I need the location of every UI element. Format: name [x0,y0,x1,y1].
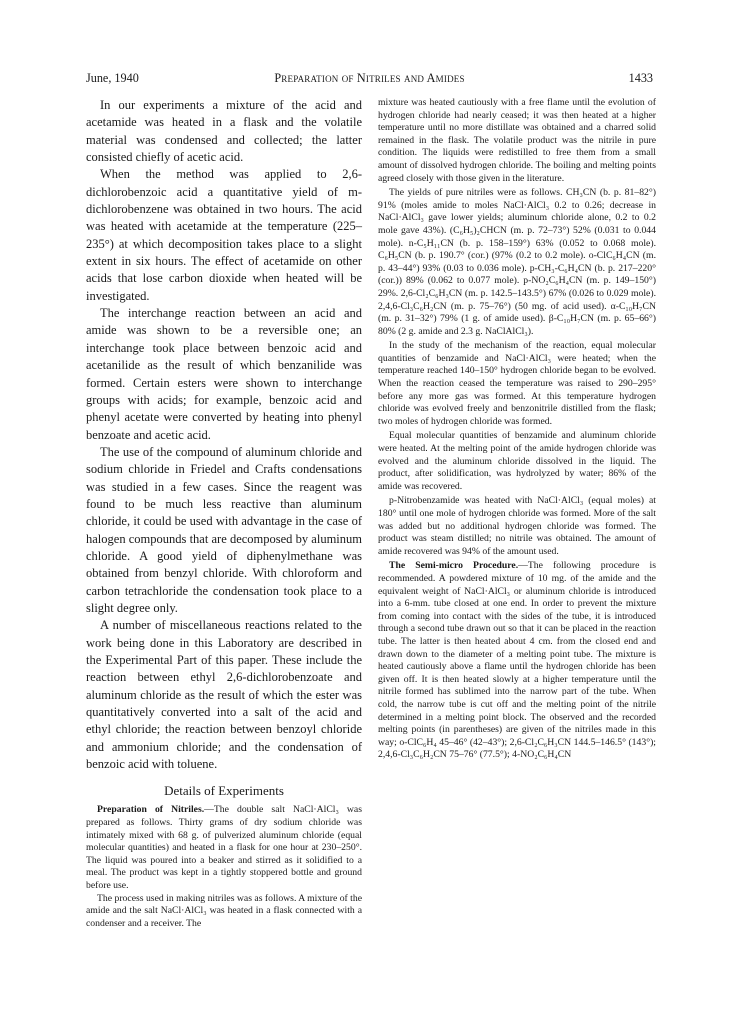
discussion-text [86,97,362,773]
paragraph: In our experiments a mixture of the acid and acetamide was heated in a flask and the volatile material was condensed and collected; the latter consisted chiefly of acetic acid. [86,98,362,165]
right-column [378,97,656,762]
paragraph: The use of the compound of aluminum chloride and sodium chloride in Friedel and Crafts condensations was studied in a few cases. Since the reagent was found to be much less reactive than aluminum chloride, it could be used with advantage in the case of halogen compounds that are decomposed by aluminum chloride. A good yield of diphenylmethane was obtained from benzyl chloride. With chloroform and carbon tetrachloride the condensation took place to a slight degree only. [86,444,362,615]
run-in-heading: Preparation of Nitriles. [97,804,205,816]
paragraph [378,560,656,762]
header-date: June, 1940 [86,71,139,85]
header-title: Preparation of Nitriles and Amides [274,71,465,85]
paragraph: The yields of pure nitriles were as follows. CH₃CN (b. p. 81–82°) 91% (moles amide to moles NaCl·AlCl₃ 0.2 to 0.26; decrease in NaCl·AlCl₃ gave lower yields; aluminum chloride alone, 0.2 to 0.2 mole gave 43%). (C₆H₅)₂CHCN (m. p. 72–73°) 52% (0.031 to 0.044 mole). n-C₅H₁₁CN (b. p. 158–159°) 63% (0.052 to 0.068 mole). C₆H₅CN (b. p. 190.7° (cor.) (97% (0.2 to 0.2 mole). o-ClC₆H₄CN (m. p. 43–44°) 93% (0.03 to 0.036 mole). p-CH₃-C₆H₄CN (b. p. 217–220° (cor.)) 89% (0.062 to 0.077 mole). p-NO₂C₆H₄CN (m. p. 149–150°) 29%. 2,6-Cl₂C₆H₃CN (m. p. 142.5–143.5°) 67% (0.026 to 0.029 mole). 2,4,6-Cl₃C₆H₂CN (m. p. 75–76°) (50 mg. of acid used). α-C₁₀H₇CN (m. p. 31–32°) 79% (1 g. of amide used). β-C₁₀H₇CN (m. p. 65–66°) 80% (2 g. amide and 2.3 g. NaClAlCl₃). [378,187,656,337]
paragraph: When the method was applied to 2,6-dichlorobenzoic acid a quantitative yield of m-dichlorobenzene was obtained in two hours. The acid was heated with acetamide at the temperature (225–235°) at which decomposition takes place to a slight extent in six hours. The effect of acetamide on other acids that lose carbon dioxide when heated will be investigated. [86,167,362,303]
experimental-text [86,804,362,930]
paragraph: p-Nitrobenzamide was heated with NaCl·AlCl₃ (equal moles) at 180° until one mole of hydrogen chloride was formed. More of the salt was added but no additional hydrogen chloride was formed. The product was steam distilled; no nitrile was obtained. The amount of amide recovered was 94% of the amount used. [378,495,656,557]
paragraph: The interchange reaction between an acid and amide was shown to be a reversible one; an interchange took place between benzoic acid and acetanilide as the result of which benzanilide was formed. Certain esters were shown to interchange groups with acids; for example, benzoic acid and phenyl acetate were converted by heating into phenyl benzoate and acetic acid. [86,306,362,442]
paragraph-continued: mixture was heated cautiously with a free flame until the evolution of hydrogen chloride had nearly ceased; it was then heated at a higher temperature until no more distillate was obtained and a charred solid remained in the flask. The volatile product was the nitrile in pure condition. The liquids were redistilled to free them from a small amount of dissolved hydrogen chloride. The boiling and melting points agreed closely with those given in the literature. [378,97,656,184]
paragraph-body: —The following procedure is recommended. A powdered mixture of 10 mg. of the amide and the equivalent weight of NaCl·AlCl₃ or aluminum chloride is introduced into a 6-mm. tube closed at one end. In order to prevent the mixture from coming into contact with the sides of the tube, it is introduced through a second tube drawn out so that it can be placed in the reaction tube. The latter is then heated about 4 cm. from the closed end and drawn down to the diameter of a melting point tube. The mixture is heated cautiously above a flame until the hydrogen chloride has been given off. It is then heated slowly at a higher temperature until the nitrile formed has sublimed into the narrow part of the tube. When cold, the narrow tube is cut off and the melting point of the nitrile determined in a melting point block. The observed and the recorded melting points (in parentheses) are given of the nitriles made in this way; o-ClC₆H₄ 45–46° (42–43°); 2,6-Cl₂C₆H₃CN 144.5–146.5° (143°); 2,4,6-Cl₃C₆H₂CN 75–76° (77.5°); 4-NO₂C₆H₄CN [378,560,657,761]
run-in-heading: The Semi-micro Procedure. [389,560,519,572]
page-number: 1433 [628,71,653,85]
paragraph-body: —The double salt NaCl·AlCl₃ was prepared as follows. Thirty grams of dry sodium chloride was intimately mixed with 68 g. of pulverized aluminum chloride (equal molecular quantities) and heated in a flask for one hour at 230–250°. The liquid was poured into a beaker and stirred as it solidified to a meal. The product was kept in a tightly stoppered bottle and ground before use. [86,804,362,891]
paragraph: A number of miscellaneous reactions related to the work being done in this Laboratory are described in the Experimental Part of this paper. These include the reaction between ethyl 2,6-dichlorobenzoate and aluminum chloride as the result of which the ester was quantitatively converted into a salt of the acid and ethyl chloride; the reaction between benzoyl chloride and ammonium chloride; and the condensation of benzoic acid with toluene. [86,618,362,772]
left-column [86,97,362,930]
paragraph: In the study of the mechanism of the reaction, equal molecular quantities of benzamide and NaCl·AlCl₃ were heated; when the temperature reached 140–150° hydrogen chloride began to be evolved. When the reaction ceased the temperature was raised to 290–295° before any more gas was formed. At this temperature hydrogen chloride was evolved freely and benzonitrile distilled from the flask; two moles of hydrogen chloride was formed. [378,340,656,427]
paragraph: Equal molecular quantities of benzamide and aluminum chloride were heated. At the melting point of the amide hydrogen chloride was evolved and the aluminum chloride dissolved in the liquid. The product, after solidification, was hydrolyzed by water; 86% of the amide was recovered. [378,430,656,492]
section-title: Details of Experiments [164,783,284,799]
paragraph [86,804,362,892]
paragraph: The process used in making nitriles was as follows. A mixture of the amide and the salt NaCl·AlCl₃ was heated in a flask connected with a condenser and a receiver. The [86,892,363,929]
running-header [86,70,653,86]
